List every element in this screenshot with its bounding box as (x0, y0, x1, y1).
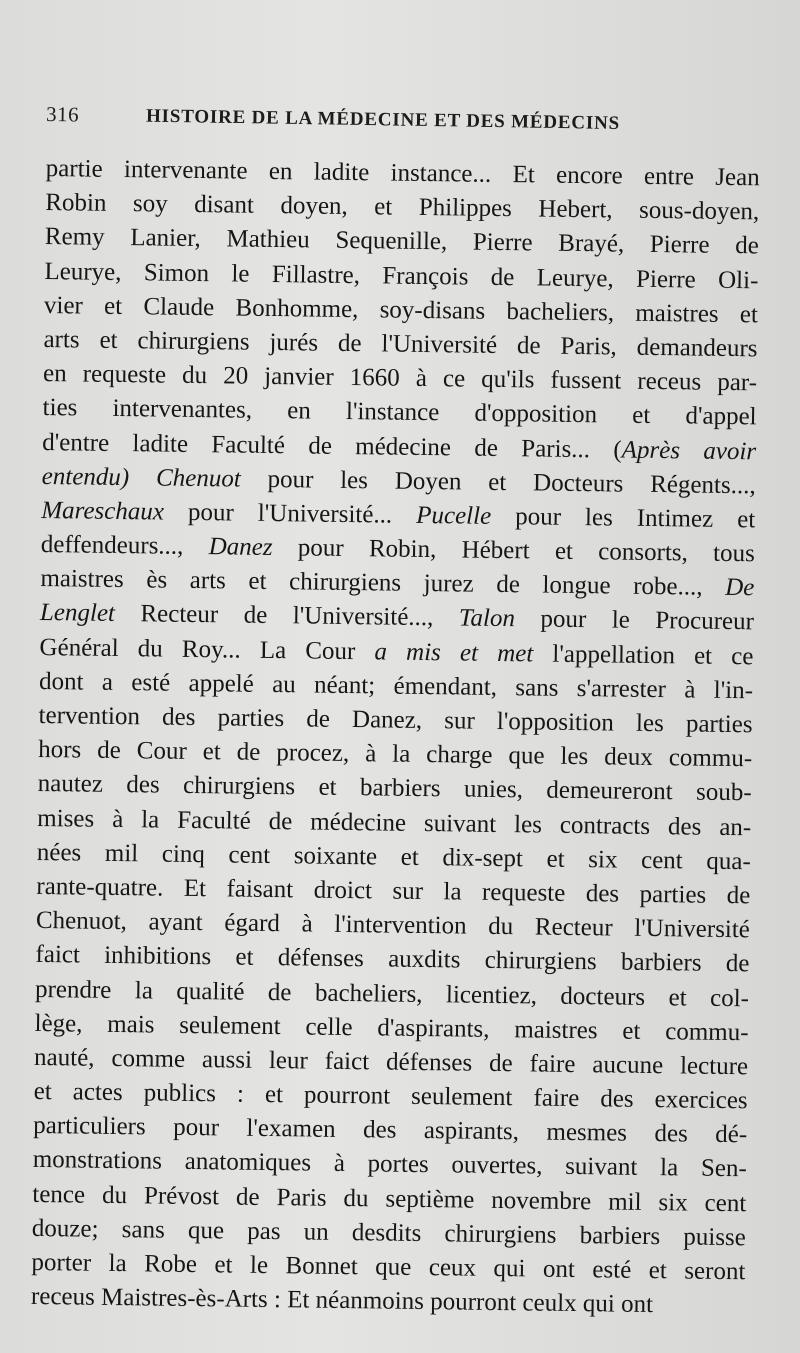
text-segment: nées mil cinq cent soixante et dix-sept et six cent qua- (36, 838, 751, 876)
text-segment: arts et chirurgiens jurés de l'Université de Paris, demandeurs (43, 325, 758, 363)
running-title: HISTOIRE DE LA MÉDECINE ET DES MÉDECINS (145, 105, 621, 135)
italic-text-segment: entendu) (41, 462, 130, 491)
text-segment: pour le Procureur (514, 605, 755, 636)
italic-text-segment: Chenuot (155, 464, 241, 493)
text-segment: vier et Claude Bonhomme, soy-disans bacheliers, maistres et (43, 291, 759, 329)
text-segment: Chenuot, ayant égard à l'intervention du Recteur l'Université (35, 907, 751, 944)
text-segment: mises à la Faculté de médecine suivant les contracts des an- (37, 804, 752, 841)
text-segment: pour Robin, Hébert et consorts, tous (272, 534, 755, 568)
italic-text-segment: De (725, 574, 755, 602)
text-segment: pour les Doyen et Docteurs Régents..., (240, 465, 756, 500)
text-segment: partie intervenante en ladite instance... Et encore entre Jean (45, 154, 760, 192)
text-segment: monstrations anatomiques à portes ouvertes, suivant la Sen- (32, 1146, 747, 1183)
text-segment: Leurye, Simon le Fillastre, François de Leurye, Pierre Oli- (44, 257, 759, 294)
text-segment: hors de Cour et de procez, à la charge que les deux commu- (37, 736, 753, 773)
text-segment: pour l'Université... (163, 498, 417, 529)
page-header (46, 102, 766, 145)
text-segment: Remy Lanier, Mathieu Sequenille, Pierre Brayé, Pierre de (44, 223, 760, 260)
text-segment: et actes publics : et pourront seulement faire des exercices (33, 1077, 748, 1115)
text-segment: ties intervenantes, en l'instance d'opposition et d'appel (42, 394, 757, 431)
text-segment: lège, mais seulement celle d'aspirants, maistres et commu- (34, 1009, 749, 1046)
italic-text-segment: Lenglet (39, 599, 116, 628)
italic-text-segment: Mareschaux (41, 496, 165, 526)
italic-text-segment: Après avoir (621, 436, 757, 465)
text-segment: maistres ès arts et chirurgiens jurez de longue robe..., (40, 565, 726, 602)
text-segment: en requeste du 20 janvier 1660 à ce qu'ils fussent receus par- (42, 360, 758, 397)
text-segment: l'appellation et ce (533, 640, 754, 670)
text-segment: receus Maistres-ès-Arts : Et néanmoins pourront ceulx qui ont (30, 1283, 654, 1319)
text-segment: rante-quatre. Et faisant droict sur la requeste des parties de (36, 872, 751, 910)
text-segment: dont a esté appelé au néant; émendant, sans s'arrester à l'in- (38, 667, 754, 705)
text-segment: particuliers pour l'examen des aspirants, mesmes des dé- (33, 1112, 748, 1149)
text-segment: douze; sans que pas un desdits chirurgiens barbiers puisse (31, 1214, 747, 1252)
text-segment (129, 464, 156, 491)
text-segment: porter la Robe et le Bonnet que ceux qui ont esté et seront (31, 1248, 746, 1286)
text-segment: tence du Prévost de Paris du septième novembre mil six cent (32, 1180, 747, 1217)
italic-text-segment: a mis et met (374, 637, 534, 668)
page-number: 316 (45, 102, 80, 127)
italic-text-segment: Talon (458, 604, 516, 633)
text-segment: Général du Roy... La Cour (39, 633, 375, 665)
italic-text-segment: Pucelle (416, 501, 492, 530)
text-segment: nauté, comme aussi leur faict défenses de faire aucune lecture (33, 1043, 749, 1081)
text-segment: prendre la qualité de bacheliers, licentiez, docteurs et col- (34, 975, 750, 1012)
text-segment: Recteur de l'Université..., (114, 600, 460, 632)
text-segment: faict inhibitions et défenses auxdits chirurgiens barbiers de (35, 941, 750, 978)
text-segment: d'entre ladite Faculté de médecine de Paris... ( (42, 428, 622, 464)
text-segment: pour les Intimez et (490, 502, 756, 534)
italic-text-segment: Danez (208, 533, 273, 562)
text-segment: Robin soy disant doyen, et Philippes Hebert, sous-doyen, (45, 189, 760, 226)
text-segment: deffendeurs..., (40, 531, 209, 561)
text-segment: tervention des parties de Danez, sur l'opposition les parties (38, 701, 753, 739)
body-text (31, 152, 760, 1324)
text-segment: nautez des chirurgiens et barbiers unies, demeureront soub- (37, 770, 752, 807)
